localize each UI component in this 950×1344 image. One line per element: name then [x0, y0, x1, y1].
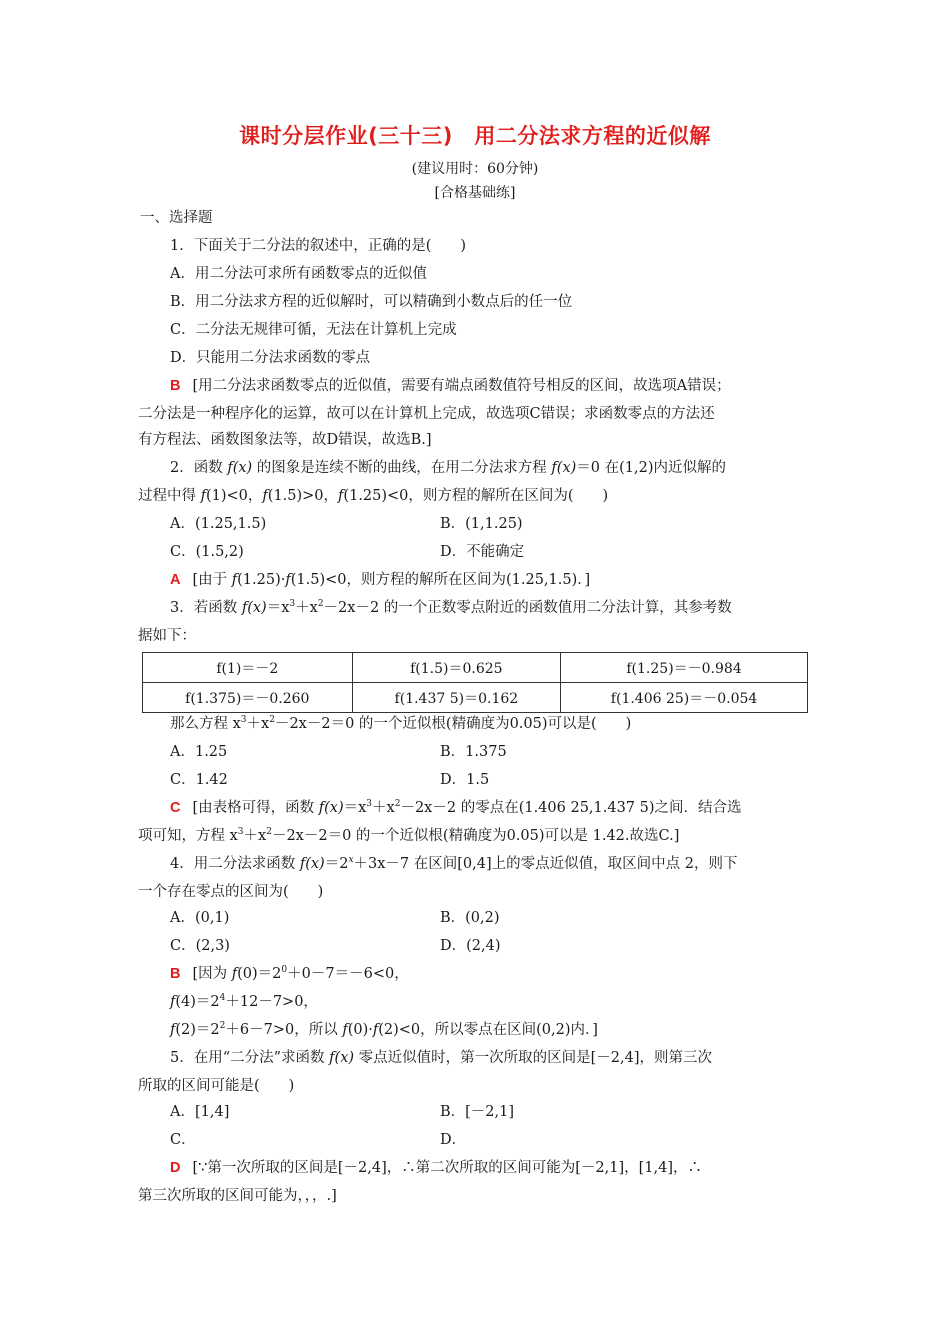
table-cell: f(1.406 25)＝－0.054 [561, 683, 808, 713]
table-cell: f(1.437 5)＝0.162 [352, 683, 561, 713]
q4-option-a: A．(0,1) [170, 910, 230, 926]
q1-option-b: B．用二分法求方程的近似解时，可以精确到小数点后的任一位 [170, 294, 573, 310]
q4-explanation-3: $f(2)=2^2+6-7>0$，所以 f(0)·f(2)<0，所以零点在区间(0,2)内．] [170, 1021, 598, 1038]
q5-stem-2: 所取的区间可能是( ) [138, 1078, 295, 1094]
q1-option-c: C．二分法无规律可循，无法在计算机上完成 [170, 322, 457, 338]
q5-answer: D [170, 1160, 181, 1176]
q2-stem-2: 过程中得 f(1)<0，f(1.5)>0，f(1.25)<0，则方程的解所在区间为( ) [138, 488, 609, 504]
q3-explanation: C [由表格可得，函数 $f(x)=x^3+x^2-2x-2$ 的零点在(1.406 25,1.437 5)之间．结合选 [170, 799, 742, 816]
q5-option-d: D． [440, 1132, 467, 1148]
q5-explanation: D [∵第一次所取的区间是[－2,4]，∴第二次所取的区间可能为[－2,1]，[1,4]，∴ [170, 1160, 702, 1176]
q3-stem-2: 据如下： [138, 628, 196, 644]
q2-explanation: A [由于 f(1.25)·f(1.5)<0，则方程的解所在区间为(1.25,1.5)．] [170, 572, 591, 588]
q4-explanation-2: $f(4)=2^4+12-7>0$， [170, 993, 318, 1010]
table-cell: f(1)＝－2 [143, 653, 353, 683]
q1-stem: 1．下面关于二分法的叙述中，正确的是( ) [170, 238, 467, 254]
q4-explanation: B [因为 $f(0)=2^0+0-7=-6<0$， [170, 965, 409, 982]
q1-option-a: A．用二分法可求所有函数零点的近似值 [170, 266, 427, 282]
section-heading: 一、选择题 [140, 210, 213, 226]
table-cell: f(1.5)＝0.625 [352, 653, 561, 683]
q5-explanation-2: 第三次所取的区间可能为，，，.] [138, 1188, 337, 1204]
q3-option-a: A．1.25 [170, 744, 228, 760]
q1-answer: B [170, 378, 181, 394]
q5-option-a: A．[1,4] [170, 1104, 230, 1120]
q1-explanation: B [用二分法求函数零点的近似值，需要有端点函数值符号相反的区间，故选项A错误； [170, 378, 731, 394]
level-label: [合格基础练] [434, 185, 516, 201]
q1-explanation-2: 二分法是一种程序化的运算，故可以在计算机上完成，故选项C错误；求函数零点的方法还 [138, 406, 715, 422]
q4-option-c: C．(2,3) [170, 938, 230, 954]
q3-option-d: D．1.5 [440, 772, 490, 788]
q4-answer: B [170, 966, 181, 982]
table-row [143, 683, 808, 713]
table-cell: f(1.25)＝－0.984 [561, 653, 808, 683]
q1-option-d: D．只能用二分法求函数的零点 [170, 350, 371, 366]
table-row [143, 653, 808, 683]
q2-option-d: D．不能确定 [440, 544, 525, 560]
q4-option-b: B．(0,2) [440, 910, 500, 926]
q4-stem: 4．用二分法求函数 $f(x)=2^x+3x-7$ 在区间[0,4]上的零点近似值，取区间中点 2，则下 [170, 855, 738, 872]
q5-stem: 5．在用“二分法”求函数 f(x) 零点近似值时，第一次所取的区间是[－2,4]，则第三次 [170, 1050, 713, 1066]
q3-stem: 3．若函数 $f(x)=x^3+x^2-2x-2$ 的一个正数零点附近的函数值用二分法计算，其参考数 [170, 599, 732, 616]
q2-answer: A [170, 572, 181, 588]
page-title: 课时分层作业(三十三) 用二分法求方程的近似解 [239, 124, 711, 148]
q1-explanation-3: 有方程法、函数图象法等，故D错误，故选B.] [138, 432, 432, 448]
q5-option-c: C． [170, 1132, 196, 1148]
q3-stem-3: 那么方程 $x^3+x^2-2x-2=0$ 的一个近似根(精确度为0.05)可以是( ) [170, 715, 632, 732]
q2-option-b: B．(1,1.25) [440, 516, 523, 532]
q3-answer: C [170, 800, 181, 816]
q3-option-c: C．1.42 [170, 772, 228, 788]
q5-option-b: B．[－2,1] [440, 1104, 515, 1120]
suggested-time: (建议用时：60分钟) [411, 161, 539, 177]
q2-option-a: A．(1.25,1.5) [170, 516, 267, 532]
q3-option-b: B．1.375 [440, 744, 507, 760]
q3-explanation-2: 项可知，方程 $x^3+x^2-2x-2=0$ 的一个近似根(精确度为0.05)可以是 1.42.故选C.] [138, 827, 680, 844]
table-cell: f(1.375)＝－0.260 [143, 683, 353, 713]
q3-data-table [142, 652, 808, 713]
q2-option-c: C．(1.5,2) [170, 544, 244, 560]
q4-stem-2: 一个存在零点的区间为( ) [138, 884, 324, 900]
q2-stem: 2．函数 f(x) 的图象是连续不断的曲线，在用二分法求方程 f(x)＝0 在(1,2)内近似解的 [170, 460, 726, 476]
q4-option-d: D．(2,4) [440, 938, 501, 954]
